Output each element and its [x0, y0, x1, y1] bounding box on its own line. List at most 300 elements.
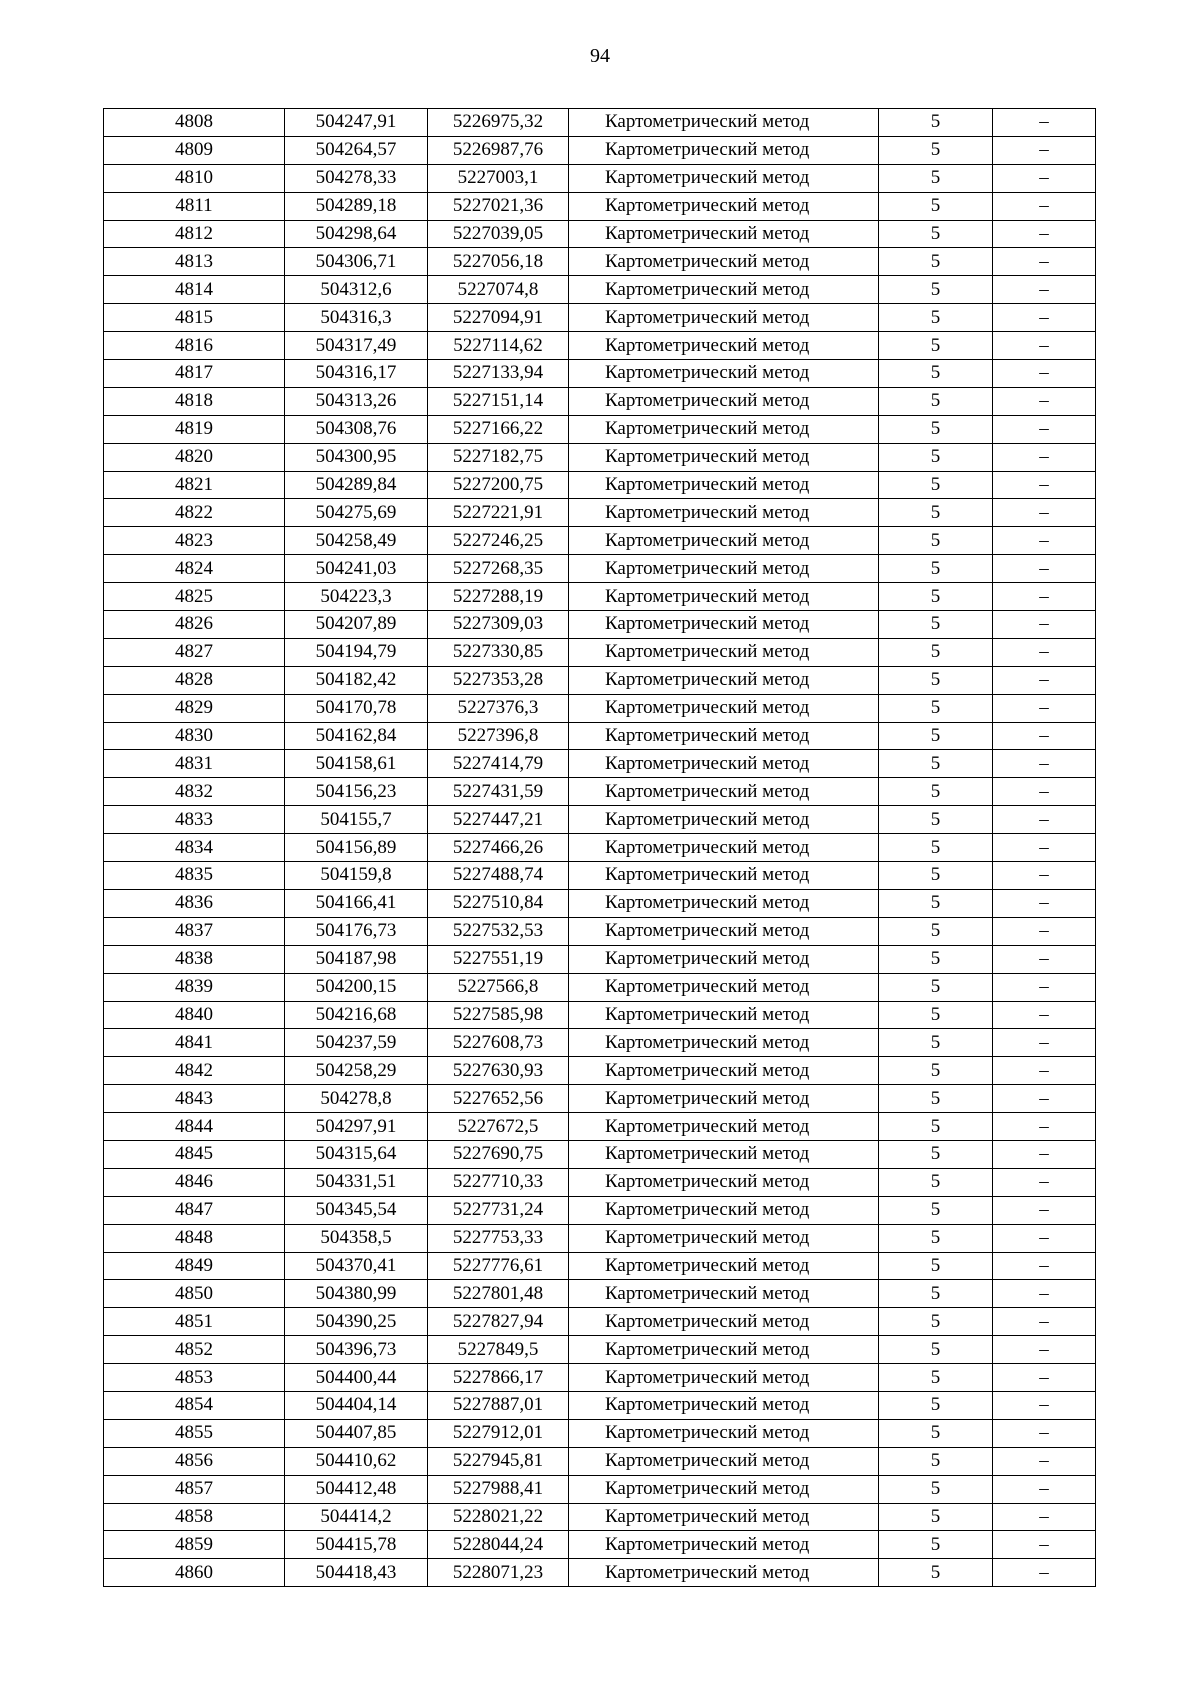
description-cell: –: [993, 666, 1096, 694]
table-row: [104, 1475, 1096, 1503]
x-coordinate-cell: 504317,49: [285, 332, 428, 360]
y-coordinate-cell: 5227849,5: [428, 1336, 569, 1364]
method-cell: Картометрический метод: [569, 220, 879, 248]
point-number-cell: 4856: [104, 1447, 285, 1475]
y-coordinate-cell: 5227585,98: [428, 1001, 569, 1029]
point-number-cell: 4823: [104, 527, 285, 555]
method-cell: Картометрический метод: [569, 973, 879, 1001]
method-cell: Картометрический метод: [569, 527, 879, 555]
table-row: [104, 304, 1096, 332]
accuracy-cell: 5: [879, 750, 993, 778]
x-coordinate-cell: 504289,18: [285, 192, 428, 220]
method-cell: Картометрический метод: [569, 1140, 879, 1168]
point-number-cell: 4860: [104, 1559, 285, 1587]
accuracy-cell: 5: [879, 499, 993, 527]
accuracy-cell: 5: [879, 1196, 993, 1224]
x-coordinate-cell: 504200,15: [285, 973, 428, 1001]
accuracy-cell: 5: [879, 666, 993, 694]
table-row: [104, 332, 1096, 360]
method-cell: Картометрический метод: [569, 1252, 879, 1280]
method-cell: Картометрический метод: [569, 1447, 879, 1475]
x-coordinate-cell: 504237,59: [285, 1029, 428, 1057]
x-coordinate-cell: 504308,76: [285, 415, 428, 443]
description-cell: –: [993, 945, 1096, 973]
accuracy-cell: 5: [879, 164, 993, 192]
y-coordinate-cell: 5227532,53: [428, 917, 569, 945]
point-number-cell: 4820: [104, 443, 285, 471]
point-number-cell: 4838: [104, 945, 285, 973]
method-cell: Картометрический метод: [569, 499, 879, 527]
x-coordinate-cell: 504162,84: [285, 722, 428, 750]
y-coordinate-cell: 5228044,24: [428, 1531, 569, 1559]
accuracy-cell: 5: [879, 1308, 993, 1336]
point-number-cell: 4843: [104, 1085, 285, 1113]
table-row: [104, 276, 1096, 304]
table-row: [104, 415, 1096, 443]
accuracy-cell: 5: [879, 1280, 993, 1308]
method-cell: Картометрический метод: [569, 1503, 879, 1531]
point-number-cell: 4812: [104, 220, 285, 248]
y-coordinate-cell: 5228021,22: [428, 1503, 569, 1531]
accuracy-cell: 5: [879, 220, 993, 248]
description-cell: –: [993, 722, 1096, 750]
point-number-cell: 4845: [104, 1140, 285, 1168]
y-coordinate-cell: 5227912,01: [428, 1419, 569, 1447]
point-number-cell: 4810: [104, 164, 285, 192]
y-coordinate-cell: 5227466,26: [428, 834, 569, 862]
method-cell: Картометрический метод: [569, 192, 879, 220]
method-cell: Картометрический метод: [569, 360, 879, 388]
table-row: [104, 1001, 1096, 1029]
y-coordinate-cell: 5227056,18: [428, 248, 569, 276]
y-coordinate-cell: 5227396,8: [428, 722, 569, 750]
x-coordinate-cell: 504278,8: [285, 1085, 428, 1113]
description-cell: –: [993, 1503, 1096, 1531]
point-number-cell: 4840: [104, 1001, 285, 1029]
y-coordinate-cell: 5226987,76: [428, 136, 569, 164]
table-row: [104, 192, 1096, 220]
table-row: [104, 666, 1096, 694]
table-row: [104, 499, 1096, 527]
description-cell: –: [993, 1057, 1096, 1085]
y-coordinate-cell: 5227414,79: [428, 750, 569, 778]
accuracy-cell: 5: [879, 889, 993, 917]
method-cell: Картометрический метод: [569, 1224, 879, 1252]
point-number-cell: 4832: [104, 778, 285, 806]
table-row: [104, 555, 1096, 583]
x-coordinate-cell: 504316,3: [285, 304, 428, 332]
point-number-cell: 4835: [104, 862, 285, 890]
table-row: [104, 806, 1096, 834]
description-cell: –: [993, 1252, 1096, 1280]
x-coordinate-cell: 504264,57: [285, 136, 428, 164]
description-cell: –: [993, 1364, 1096, 1392]
accuracy-cell: 5: [879, 1503, 993, 1531]
y-coordinate-cell: 5227221,91: [428, 499, 569, 527]
y-coordinate-cell: 5227246,25: [428, 527, 569, 555]
table-row: [104, 1447, 1096, 1475]
x-coordinate-cell: 504156,23: [285, 778, 428, 806]
description-cell: –: [993, 583, 1096, 611]
y-coordinate-cell: 5227690,75: [428, 1140, 569, 1168]
method-cell: Картометрический метод: [569, 136, 879, 164]
method-cell: Картометрический метод: [569, 666, 879, 694]
accuracy-cell: 5: [879, 1447, 993, 1475]
y-coordinate-cell: 5227945,81: [428, 1447, 569, 1475]
point-number-cell: 4822: [104, 499, 285, 527]
method-cell: Картометрический метод: [569, 1391, 879, 1419]
table-row: [104, 1057, 1096, 1085]
page-number: 94: [590, 45, 610, 67]
y-coordinate-cell: 5227166,22: [428, 415, 569, 443]
accuracy-cell: 5: [879, 1475, 993, 1503]
table-row: [104, 778, 1096, 806]
point-number-cell: 4852: [104, 1336, 285, 1364]
point-number-cell: 4817: [104, 360, 285, 388]
y-coordinate-cell: 5227114,62: [428, 332, 569, 360]
x-coordinate-cell: 504404,14: [285, 1391, 428, 1419]
point-number-cell: 4839: [104, 973, 285, 1001]
x-coordinate-cell: 504182,42: [285, 666, 428, 694]
point-number-cell: 4808: [104, 109, 285, 137]
x-coordinate-cell: 504194,79: [285, 638, 428, 666]
point-number-cell: 4842: [104, 1057, 285, 1085]
table-row: [104, 1336, 1096, 1364]
description-cell: –: [993, 889, 1096, 917]
table-row: [104, 638, 1096, 666]
accuracy-cell: 5: [879, 387, 993, 415]
y-coordinate-cell: 5227039,05: [428, 220, 569, 248]
table-row: [104, 973, 1096, 1001]
point-number-cell: 4829: [104, 694, 285, 722]
description-cell: –: [993, 109, 1096, 137]
table-row: [104, 443, 1096, 471]
x-coordinate-cell: 504159,8: [285, 862, 428, 890]
description-cell: –: [993, 1029, 1096, 1057]
method-cell: Картометрический метод: [569, 164, 879, 192]
x-coordinate-cell: 504300,95: [285, 443, 428, 471]
accuracy-cell: 5: [879, 722, 993, 750]
point-number-cell: 4811: [104, 192, 285, 220]
table-row: [104, 1531, 1096, 1559]
y-coordinate-cell: 5227431,59: [428, 778, 569, 806]
point-number-cell: 4841: [104, 1029, 285, 1057]
point-number-cell: 4830: [104, 722, 285, 750]
method-cell: Картометрический метод: [569, 1364, 879, 1392]
method-cell: Картометрический метод: [569, 638, 879, 666]
y-coordinate-cell: 5227094,91: [428, 304, 569, 332]
description-cell: –: [993, 471, 1096, 499]
description-cell: –: [993, 1308, 1096, 1336]
y-coordinate-cell: 5227021,36: [428, 192, 569, 220]
table-row: [104, 471, 1096, 499]
table-row: [104, 889, 1096, 917]
description-cell: –: [993, 304, 1096, 332]
method-cell: Картометрический метод: [569, 1168, 879, 1196]
y-coordinate-cell: 5227133,94: [428, 360, 569, 388]
point-number-cell: 4851: [104, 1308, 285, 1336]
point-number-cell: 4818: [104, 387, 285, 415]
description-cell: –: [993, 332, 1096, 360]
y-coordinate-cell: 5227353,28: [428, 666, 569, 694]
accuracy-cell: 5: [879, 443, 993, 471]
point-number-cell: 4809: [104, 136, 285, 164]
description-cell: –: [993, 1113, 1096, 1141]
y-coordinate-cell: 5227200,75: [428, 471, 569, 499]
table-row: [104, 1224, 1096, 1252]
table-row: [104, 360, 1096, 388]
y-coordinate-cell: 5227488,74: [428, 862, 569, 890]
accuracy-cell: 5: [879, 304, 993, 332]
accuracy-cell: 5: [879, 1140, 993, 1168]
method-cell: Картометрический метод: [569, 945, 879, 973]
x-coordinate-cell: 504155,7: [285, 806, 428, 834]
point-number-cell: 4815: [104, 304, 285, 332]
description-cell: –: [993, 164, 1096, 192]
table-row: [104, 387, 1096, 415]
y-coordinate-cell: 5227608,73: [428, 1029, 569, 1057]
x-coordinate-cell: 504298,64: [285, 220, 428, 248]
table-row: [104, 917, 1096, 945]
table-row: [104, 1503, 1096, 1531]
method-cell: Картометрический метод: [569, 750, 879, 778]
point-number-cell: 4819: [104, 415, 285, 443]
description-cell: –: [993, 248, 1096, 276]
y-coordinate-cell: 5227447,21: [428, 806, 569, 834]
accuracy-cell: 5: [879, 945, 993, 973]
accuracy-cell: 5: [879, 1113, 993, 1141]
description-cell: –: [993, 1280, 1096, 1308]
description-cell: –: [993, 638, 1096, 666]
description-cell: –: [993, 862, 1096, 890]
point-number-cell: 4836: [104, 889, 285, 917]
description-cell: –: [993, 1475, 1096, 1503]
accuracy-cell: 5: [879, 806, 993, 834]
y-coordinate-cell: 5227753,33: [428, 1224, 569, 1252]
y-coordinate-cell: 5227510,84: [428, 889, 569, 917]
y-coordinate-cell: 5227731,24: [428, 1196, 569, 1224]
accuracy-cell: 5: [879, 136, 993, 164]
method-cell: Картометрический метод: [569, 443, 879, 471]
y-coordinate-cell: 5227776,61: [428, 1252, 569, 1280]
method-cell: Картометрический метод: [569, 415, 879, 443]
table-row: [104, 220, 1096, 248]
table-row: [104, 862, 1096, 890]
y-coordinate-cell: 5227887,01: [428, 1391, 569, 1419]
description-cell: –: [993, 1391, 1096, 1419]
accuracy-cell: 5: [879, 583, 993, 611]
table-row: [104, 1364, 1096, 1392]
description-cell: –: [993, 276, 1096, 304]
method-cell: Картометрический метод: [569, 332, 879, 360]
accuracy-cell: 5: [879, 192, 993, 220]
method-cell: Картометрический метод: [569, 583, 879, 611]
description-cell: –: [993, 415, 1096, 443]
method-cell: Картометрический метод: [569, 722, 879, 750]
x-coordinate-cell: 504216,68: [285, 1001, 428, 1029]
accuracy-cell: 5: [879, 1001, 993, 1029]
description-cell: –: [993, 1085, 1096, 1113]
y-coordinate-cell: 5227288,19: [428, 583, 569, 611]
point-number-cell: 4834: [104, 834, 285, 862]
table-row: [104, 834, 1096, 862]
x-coordinate-cell: 504207,89: [285, 611, 428, 639]
y-coordinate-cell: 5227566,8: [428, 973, 569, 1001]
point-number-cell: 4824: [104, 555, 285, 583]
table-row: [104, 1196, 1096, 1224]
accuracy-cell: 5: [879, 1559, 993, 1587]
table-row: [104, 611, 1096, 639]
accuracy-cell: 5: [879, 862, 993, 890]
table-row: [104, 1168, 1096, 1196]
accuracy-cell: 5: [879, 1029, 993, 1057]
point-number-cell: 4847: [104, 1196, 285, 1224]
x-coordinate-cell: 504258,49: [285, 527, 428, 555]
description-cell: –: [993, 555, 1096, 583]
accuracy-cell: 5: [879, 1224, 993, 1252]
accuracy-cell: 5: [879, 611, 993, 639]
description-cell: –: [993, 136, 1096, 164]
x-coordinate-cell: 504316,17: [285, 360, 428, 388]
description-cell: –: [993, 611, 1096, 639]
x-coordinate-cell: 504166,41: [285, 889, 428, 917]
accuracy-cell: 5: [879, 1085, 993, 1113]
table-row: [104, 1280, 1096, 1308]
description-cell: –: [993, 527, 1096, 555]
accuracy-cell: 5: [879, 527, 993, 555]
method-cell: Картометрический метод: [569, 1113, 879, 1141]
x-coordinate-cell: 504241,03: [285, 555, 428, 583]
y-coordinate-cell: 5227551,19: [428, 945, 569, 973]
table-row: [104, 1391, 1096, 1419]
point-number-cell: 4827: [104, 638, 285, 666]
method-cell: Картометрический метод: [569, 1029, 879, 1057]
point-number-cell: 4844: [104, 1113, 285, 1141]
y-coordinate-cell: 5227801,48: [428, 1280, 569, 1308]
method-cell: Картометрический метод: [569, 248, 879, 276]
table-row: [104, 1113, 1096, 1141]
table-row: [104, 722, 1096, 750]
x-coordinate-cell: 504289,84: [285, 471, 428, 499]
method-cell: Картометрический метод: [569, 1531, 879, 1559]
description-cell: –: [993, 192, 1096, 220]
table-row: [104, 1085, 1096, 1113]
point-number-cell: 4828: [104, 666, 285, 694]
accuracy-cell: 5: [879, 1057, 993, 1085]
x-coordinate-cell: 504258,29: [285, 1057, 428, 1085]
point-number-cell: 4854: [104, 1391, 285, 1419]
point-number-cell: 4813: [104, 248, 285, 276]
point-number-cell: 4821: [104, 471, 285, 499]
point-number-cell: 4846: [104, 1168, 285, 1196]
description-cell: –: [993, 220, 1096, 248]
description-cell: –: [993, 387, 1096, 415]
description-cell: –: [993, 1140, 1096, 1168]
method-cell: Картометрический метод: [569, 276, 879, 304]
coordinates-table: [103, 108, 1096, 1587]
description-cell: –: [993, 917, 1096, 945]
y-coordinate-cell: 5227827,94: [428, 1308, 569, 1336]
x-coordinate-cell: 504176,73: [285, 917, 428, 945]
method-cell: Картометрический метод: [569, 1057, 879, 1085]
accuracy-cell: 5: [879, 1168, 993, 1196]
description-cell: –: [993, 973, 1096, 1001]
x-coordinate-cell: 504297,91: [285, 1113, 428, 1141]
table-row: [104, 1140, 1096, 1168]
x-coordinate-cell: 504358,5: [285, 1224, 428, 1252]
table-row: [104, 164, 1096, 192]
y-coordinate-cell: 5227710,33: [428, 1168, 569, 1196]
method-cell: Картометрический метод: [569, 555, 879, 583]
description-cell: –: [993, 1447, 1096, 1475]
x-coordinate-cell: 504275,69: [285, 499, 428, 527]
x-coordinate-cell: 504400,44: [285, 1364, 428, 1392]
accuracy-cell: 5: [879, 1336, 993, 1364]
method-cell: Картометрический метод: [569, 1559, 879, 1587]
description-cell: –: [993, 1168, 1096, 1196]
accuracy-cell: 5: [879, 973, 993, 1001]
accuracy-cell: 5: [879, 1252, 993, 1280]
x-coordinate-cell: 504415,78: [285, 1531, 428, 1559]
method-cell: Картометрический метод: [569, 611, 879, 639]
table-row: [104, 1559, 1096, 1587]
point-number-cell: 4826: [104, 611, 285, 639]
description-cell: –: [993, 1336, 1096, 1364]
method-cell: Картометрический метод: [569, 889, 879, 917]
description-cell: –: [993, 1419, 1096, 1447]
point-number-cell: 4859: [104, 1531, 285, 1559]
point-number-cell: 4825: [104, 583, 285, 611]
description-cell: –: [993, 1531, 1096, 1559]
method-cell: Картометрический метод: [569, 471, 879, 499]
method-cell: Картометрический метод: [569, 304, 879, 332]
x-coordinate-cell: 504380,99: [285, 1280, 428, 1308]
point-number-cell: 4816: [104, 332, 285, 360]
method-cell: Картометрический метод: [569, 1085, 879, 1113]
table-row: [104, 136, 1096, 164]
x-coordinate-cell: 504306,71: [285, 248, 428, 276]
point-number-cell: 4833: [104, 806, 285, 834]
y-coordinate-cell: 5227672,5: [428, 1113, 569, 1141]
x-coordinate-cell: 504412,48: [285, 1475, 428, 1503]
description-cell: –: [993, 806, 1096, 834]
point-number-cell: 4850: [104, 1280, 285, 1308]
y-coordinate-cell: 5227151,14: [428, 387, 569, 415]
y-coordinate-cell: 5227866,17: [428, 1364, 569, 1392]
y-coordinate-cell: 5227630,93: [428, 1057, 569, 1085]
method-cell: Картометрический метод: [569, 1308, 879, 1336]
y-coordinate-cell: 5227182,75: [428, 443, 569, 471]
table-row: [104, 583, 1096, 611]
description-cell: –: [993, 1224, 1096, 1252]
description-cell: –: [993, 499, 1096, 527]
accuracy-cell: 5: [879, 276, 993, 304]
method-cell: Картометрический метод: [569, 109, 879, 137]
point-number-cell: 4848: [104, 1224, 285, 1252]
accuracy-cell: 5: [879, 415, 993, 443]
point-number-cell: 4858: [104, 1503, 285, 1531]
accuracy-cell: 5: [879, 471, 993, 499]
table-row: [104, 527, 1096, 555]
point-number-cell: 4853: [104, 1364, 285, 1392]
accuracy-cell: 5: [879, 332, 993, 360]
x-coordinate-cell: 504223,3: [285, 583, 428, 611]
y-coordinate-cell: 5227074,8: [428, 276, 569, 304]
description-cell: –: [993, 750, 1096, 778]
y-coordinate-cell: 5227003,1: [428, 164, 569, 192]
y-coordinate-cell: 5227652,56: [428, 1085, 569, 1113]
x-coordinate-cell: 504414,2: [285, 1503, 428, 1531]
